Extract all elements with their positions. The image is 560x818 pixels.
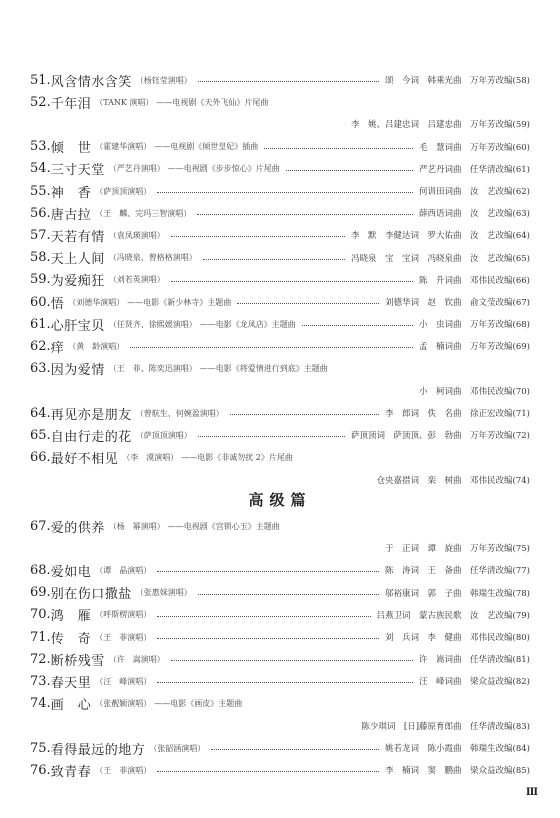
song-title: 唐古拉 — [50, 207, 92, 223]
credits-and-page: 李 郎词 佚 名曲 徐正宏改编(71) — [385, 409, 530, 419]
toc-entry-continuation — [30, 113, 530, 135]
entry-number: 63. — [30, 361, 51, 377]
entry-number: 73. — [30, 673, 51, 689]
singer-label: （张惠妹演唱） — [135, 588, 192, 598]
toc-entry — [30, 582, 530, 604]
singer-label: （袁凤瑛演唱） — [108, 230, 165, 240]
entry-number: 51. — [30, 72, 51, 88]
toc-entry — [30, 693, 530, 715]
credits-and-page: 陈 涛词 王 备曲 任华清改编(77) — [385, 566, 530, 577]
toc-entry-continuation — [30, 715, 530, 737]
song-title: 天上人间 — [50, 252, 105, 268]
song-title: 别在伤口撒盐 — [50, 587, 132, 603]
singer-label: （黄 龄演唱） — [68, 341, 125, 351]
song-title: 断桥残雪 — [50, 653, 105, 669]
entry-number: 66. — [30, 449, 51, 465]
song-title: 倾 世 — [50, 141, 92, 157]
entry-number: 76. — [30, 762, 51, 778]
toc-entry — [30, 224, 530, 246]
singer-label: （王 麟、完玛三智演唱） — [95, 208, 192, 218]
toc-entry — [30, 402, 530, 424]
dot-leader — [237, 302, 379, 304]
song-title: 悟 — [50, 296, 65, 312]
entry-number: 70. — [30, 607, 51, 623]
entry-number: 75. — [30, 740, 51, 756]
toc-entry — [30, 247, 530, 269]
song-title: 因为爱情 — [50, 363, 105, 379]
singer-label: （刘若英演唱） — [108, 275, 165, 285]
credits-and-page: 李 默 李健达词 罗大佑曲 汝 艺改编(64) — [351, 231, 530, 242]
toc-entry — [30, 91, 530, 113]
credits-and-page: 萨顶顶词 萨顶顶、彭 勃曲 万年芳改编(72) — [351, 431, 530, 442]
entry-number: 52. — [30, 94, 51, 110]
toc-entry-continuation — [30, 380, 530, 402]
credits-and-page: 冯晓泉 宝 宝词 冯晓泉曲 汝 艺改编(65) — [351, 253, 530, 264]
song-title: 天若有情 — [50, 229, 105, 245]
song-title: 三寸天堂 — [50, 163, 105, 179]
entry-number: 72. — [30, 651, 51, 667]
section-title: 高级篇 — [248, 491, 312, 509]
toc-entry — [30, 313, 530, 335]
dot-leader — [171, 235, 345, 237]
source-note: ——电视剧《宫锁心玉》主题曲 — [167, 521, 280, 531]
dot-leader — [171, 659, 413, 661]
toc-entry — [30, 626, 530, 648]
entry-number: 60. — [30, 294, 51, 310]
credits-and-page: 严艺丹词曲 任华清改编(61) — [419, 164, 530, 175]
credits-and-page: 小 柯词曲 邓伟民改编(70) — [419, 386, 530, 397]
singer-label: （霍建华演唱） — [95, 142, 152, 152]
credits-and-page: 吕燕卫词 蒙古族民歌 汝 艺改编(79) — [376, 610, 530, 621]
entry-number: 67. — [30, 518, 51, 534]
entry-number: 65. — [30, 427, 51, 443]
toc-entry — [30, 648, 530, 670]
credits-and-page: 仓央嘉措词 栾 树曲 邓伟民改编(74) — [376, 475, 530, 486]
entry-number: 68. — [30, 562, 51, 578]
singer-label: （任贤齐、徐熙媛演唱） — [108, 319, 197, 329]
credits-and-page: 于 正词 谭 旋曲 万年芳改编(75) — [385, 544, 530, 555]
entry-number: 62. — [30, 338, 51, 354]
toc-entry — [30, 136, 530, 158]
singer-label: （张靓颖演唱） — [95, 699, 152, 709]
credits-and-page: 陈少琪词 [日]藤原育郎曲 任华清改编(83) — [361, 721, 530, 732]
singer-label: （呼斯楞演唱） — [95, 610, 152, 620]
song-title: 神 香 — [50, 185, 92, 201]
entry-number: 54. — [30, 161, 51, 177]
entry-number: 71. — [30, 629, 51, 645]
source-note: ——电影《将爱情进行到底》主题曲 — [199, 364, 328, 374]
dot-leader — [198, 435, 345, 437]
entry-number: 61. — [30, 316, 51, 332]
dot-leader — [157, 615, 370, 617]
singer-label: （张韶涵演唱） — [149, 743, 206, 753]
credits-and-page: 颂 今词 韩乘光曲 万年芳改编(58) — [385, 76, 530, 86]
singer-label: （TANK 演唱） — [95, 97, 154, 107]
entry-number: 53. — [30, 139, 51, 155]
source-note: ——电影《新少林寺》主题曲 — [127, 297, 232, 307]
toc-entry — [30, 291, 530, 313]
dot-leader — [302, 324, 413, 326]
credits-and-page: 李 楠词 窦 鹏曲 梁众益改编(85) — [385, 766, 530, 777]
credits-and-page: 姚若龙词 陈小霞曲 韩瑞生改编(84) — [385, 744, 530, 754]
song-title: 爱如电 — [50, 564, 92, 580]
singer-label: （汪 峰演唱） — [95, 676, 152, 686]
song-title: 为爱痴狂 — [50, 274, 105, 290]
entry-number: 57. — [30, 227, 51, 243]
song-title: 鸿 雁 — [50, 609, 92, 625]
toc-entry — [30, 269, 530, 291]
singer-label: （刘德华演唱） — [68, 297, 125, 307]
source-note: ——电视剧《倾世皇妃》插曲 — [154, 142, 259, 152]
source-note: ——电视剧《步步惊心》片尾曲 — [167, 164, 280, 174]
song-title: 爱的供养 — [50, 520, 105, 536]
credits-and-page: 李 姚、吕建忠词 吕建忠曲 万年芳改编(59) — [351, 120, 530, 131]
song-title: 风含情水含笑 — [50, 74, 132, 90]
dot-leader — [230, 413, 379, 415]
dot-leader — [198, 593, 379, 595]
dot-leader — [286, 169, 413, 171]
source-note: ——电影《龙凤店》主题曲 — [199, 319, 296, 329]
toc-entry — [30, 670, 530, 692]
entry-number: 59. — [30, 272, 51, 288]
song-title: 自由行走的花 — [50, 429, 132, 445]
credits-and-page: 汪 峰词曲 梁众益改编(82) — [419, 677, 530, 688]
credits-and-page: 小 虫词曲 万年芳改编(68) — [419, 320, 530, 331]
dot-leader — [203, 258, 345, 260]
singer-label: （冯晓泉、曾格格演唱） — [108, 253, 197, 263]
singer-label: （严艺丹演唱） — [108, 164, 165, 174]
dot-leader — [197, 213, 413, 215]
source-note: ——电影《画皮》主题曲 — [154, 699, 243, 709]
toc-entry — [30, 180, 530, 202]
dot-leader — [211, 748, 379, 750]
entry-number: 58. — [30, 250, 51, 266]
credits-and-page: 孟 楠词曲 万年芳改编(69) — [419, 342, 530, 353]
singer-label: （李 漠演唱） — [122, 452, 179, 462]
song-title: 最好不相见 — [50, 451, 119, 467]
toc-entry — [30, 604, 530, 626]
singer-label: （谭 晶演唱） — [95, 565, 152, 575]
toc-entry — [30, 358, 530, 380]
song-title: 春天里 — [50, 675, 92, 691]
dot-leader — [157, 637, 379, 639]
dot-leader — [264, 147, 413, 149]
song-title: 看得最远的地方 — [50, 742, 146, 758]
entry-number: 55. — [30, 183, 51, 199]
entry-number: 56. — [30, 205, 51, 221]
entry-number: 74. — [30, 696, 51, 712]
dot-leader — [130, 346, 413, 348]
song-title: 画 心 — [50, 698, 92, 714]
source-note: ——电影《非诚勿扰 2》片尾曲 — [181, 452, 293, 462]
singer-label: （萨顶顶演唱） — [95, 186, 152, 196]
entry-number: 64. — [30, 405, 51, 421]
song-title: 痒 — [50, 340, 65, 356]
song-title: 致青春 — [50, 764, 92, 780]
toc-entry — [30, 69, 530, 91]
singer-label: （许 嵩演唱） — [108, 654, 165, 664]
credits-and-page: 薛西语词曲 汝 艺改编(63) — [419, 209, 530, 220]
toc-entry — [30, 335, 530, 357]
song-title: 传 奇 — [50, 631, 92, 647]
toc-entry — [30, 158, 530, 180]
dot-leader — [171, 280, 413, 282]
toc-entry — [30, 737, 530, 759]
dot-leader — [198, 80, 379, 82]
credits-and-page: 许 嵩词曲 任华清改编(81) — [419, 655, 530, 666]
dot-leader — [157, 770, 379, 772]
credits-and-page: 陈 升词曲 邓伟民改编(66) — [419, 275, 530, 286]
singer-label: （王 菲、陈奕迅演唱） — [108, 364, 197, 374]
credits-and-page: 邬裕康词 郭 子曲 韩瑞生改编(78) — [385, 588, 530, 599]
toc-entry — [30, 424, 530, 446]
dot-leader — [157, 191, 413, 193]
toc-entry-continuation — [30, 469, 530, 491]
singer-label: （萨顶顶演唱） — [135, 430, 192, 440]
toc-entry — [30, 202, 530, 224]
singer-label: （杨 幂演唱） — [108, 521, 165, 531]
singer-label: （曾航生、何婉盈演唱） — [135, 408, 224, 418]
entry-number: 69. — [30, 585, 51, 601]
credits-and-page: 刘德华词 赵 钦曲 俞文莹改编(67) — [385, 298, 530, 308]
dot-leader — [157, 570, 379, 572]
toc-entry — [30, 759, 530, 781]
toc-entry — [30, 446, 530, 468]
page-number: Ⅲ — [525, 787, 538, 798]
singer-label: （王 菲演唱） — [95, 632, 152, 642]
toc-entry-continuation — [30, 537, 530, 559]
song-title: 千年泪 — [50, 96, 92, 112]
toc-entry — [30, 515, 530, 537]
singer-label: （王 菲演唱） — [95, 765, 152, 775]
credits-and-page: 刘 兵词 李 健曲 邓伟民改编(80) — [385, 633, 530, 643]
song-title: 再见亦是朋友 — [50, 407, 132, 423]
singer-label: （杨钰莹演唱） — [135, 75, 192, 85]
source-note: ——电视剧《天外飞仙》片尾曲 — [156, 97, 269, 107]
toc-entry — [30, 559, 530, 581]
credits-and-page: 毛 慧词曲 万年芳改编(60) — [419, 142, 530, 153]
song-title: 心肝宝贝 — [50, 318, 105, 334]
credits-and-page: 何训田词曲 汝 艺改编(62) — [419, 187, 530, 197]
dot-leader — [157, 681, 413, 683]
